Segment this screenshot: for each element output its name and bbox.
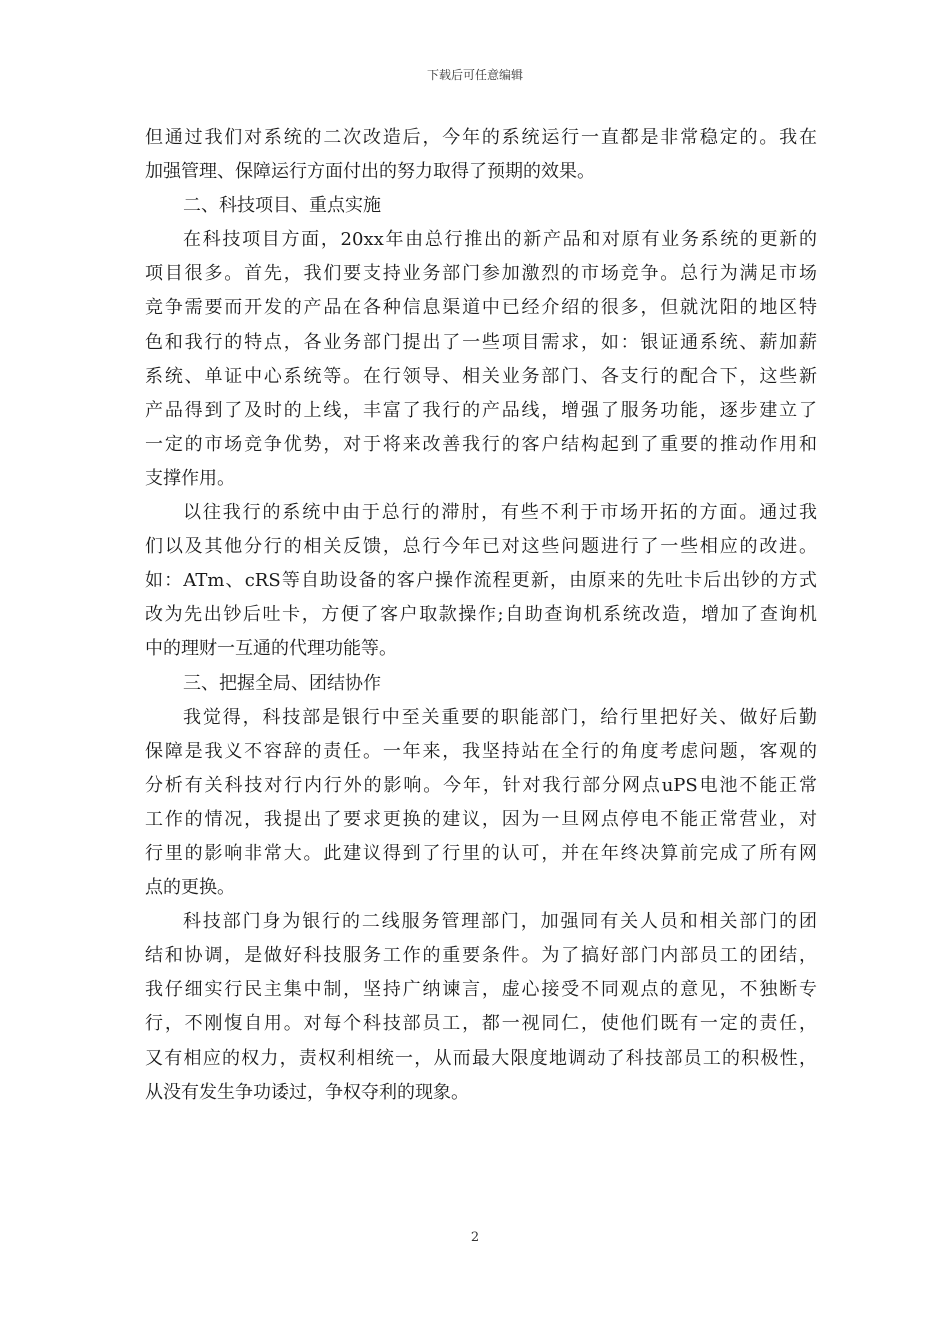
text-line: 支撑作用。 [145, 467, 235, 489]
text-line: 们以及其他分行的相关反馈，总行今年已对这些问题进行了一些相应的改进。 [145, 536, 817, 558]
text-line: 三、把握全局、团结协作 [183, 672, 381, 694]
paragraph [145, 667, 817, 701]
text-line: 分析有关科技对行内行外的影响。今年，针对我行部分网点uPS电池不能正常 [145, 774, 817, 796]
text-line: 二、科技项目、重点实施 [183, 195, 381, 217]
paragraph [145, 189, 817, 223]
text-line: 一定的市场竞争优势，对于将来改善我行的客户结构起到了重要的推动作用和 [145, 433, 817, 455]
document-body [145, 121, 817, 1110]
text-line: 项目很多。首先，我们要支持业务部门参加激烈的市场竞争。总行为满足市场 [145, 263, 817, 285]
page-header-note: 下载后可任意编辑 [426, 68, 523, 82]
text-line: 保障是我义不容辞的责任。一年来，我坚持站在全行的角度考虑问题，客观的 [145, 740, 817, 762]
text-line: 以往我行的系统中由于总行的滞肘，有些不利于市场开拓的方面。通过我 [183, 502, 817, 524]
text-line: 改为先出钞后吐卡，方便了客户取款操作;自助查询机系统改造，增加了查询机 [145, 604, 817, 626]
paragraph [145, 905, 817, 1110]
text-line: 如：ATm、cRS等自助设备的客户操作流程更新，由原来的先吐卡后出钞的方式 [145, 570, 817, 592]
text-line: 但通过我们对系统的二次改造后，今年的系统运行一直都是非常稳定的。我在 [145, 127, 817, 148]
paragraph [145, 701, 817, 906]
text-line: 从没有发生争功诿过，争权夺利的现象。 [145, 1081, 469, 1103]
page-number: 2 [470, 1230, 480, 1245]
paragraph [145, 121, 817, 189]
paragraph [145, 496, 817, 666]
text-line: 系统、单证中心系统等。在行领导、相关业务部门、各支行的配合下，这些新 [145, 365, 817, 387]
paragraph [145, 223, 817, 496]
text-line: 加强管理、保障运行方面付出的努力取得了预期的效果。 [145, 161, 595, 183]
text-line: 色和我行的特点，各业务部门提出了一些项目需求，如：银证通系统、薪加薪 [145, 331, 817, 353]
text-line: 工作的情况，我提出了要求更换的建议，因为一旦网点停电不能正常营业，对 [145, 808, 817, 830]
text-line: 在科技项目方面，20xx年由总行推出的新产品和对原有业务系统的更新的 [183, 229, 817, 251]
text-line: 我仔细实行民主集中制，坚持广纳谏言，虚心接受不同观点的意见，不独断专 [145, 979, 817, 1001]
text-line: 结和协调，是做好科技服务工作的重要条件。为了搞好部门内部员工的团结， [145, 945, 817, 967]
text-line: 我觉得，科技部是银行中至关重要的职能部门，给行里把好关、做好后勤 [183, 706, 817, 728]
text-line: 又有相应的权力，责权利相统一，从而最大限度地调动了科技部员工的积极性， [145, 1047, 817, 1069]
text-line: 竞争需要而开发的产品在各种信息渠道中已经介绍的很多，但就沈阳的地区特 [145, 297, 817, 319]
text-line: 科技部门身为银行的二线服务管理部门，加强同有关人员和相关部门的团 [183, 911, 817, 933]
text-line: 行，不刚愎自用。对每个科技部员工，都一视同仁，使他们既有一定的责任， [145, 1013, 817, 1035]
text-line: 行里的影响非常大。此建议得到了行里的认可，并在年终决算前完成了所有网 [145, 842, 817, 864]
text-line: 中的理财一互通的代理功能等。 [145, 638, 397, 660]
text-line: 产品得到了及时的上线，丰富了我行的产品线，增强了服务功能，逐步建立了 [145, 399, 817, 421]
text-line: 点的更换。 [145, 877, 235, 899]
